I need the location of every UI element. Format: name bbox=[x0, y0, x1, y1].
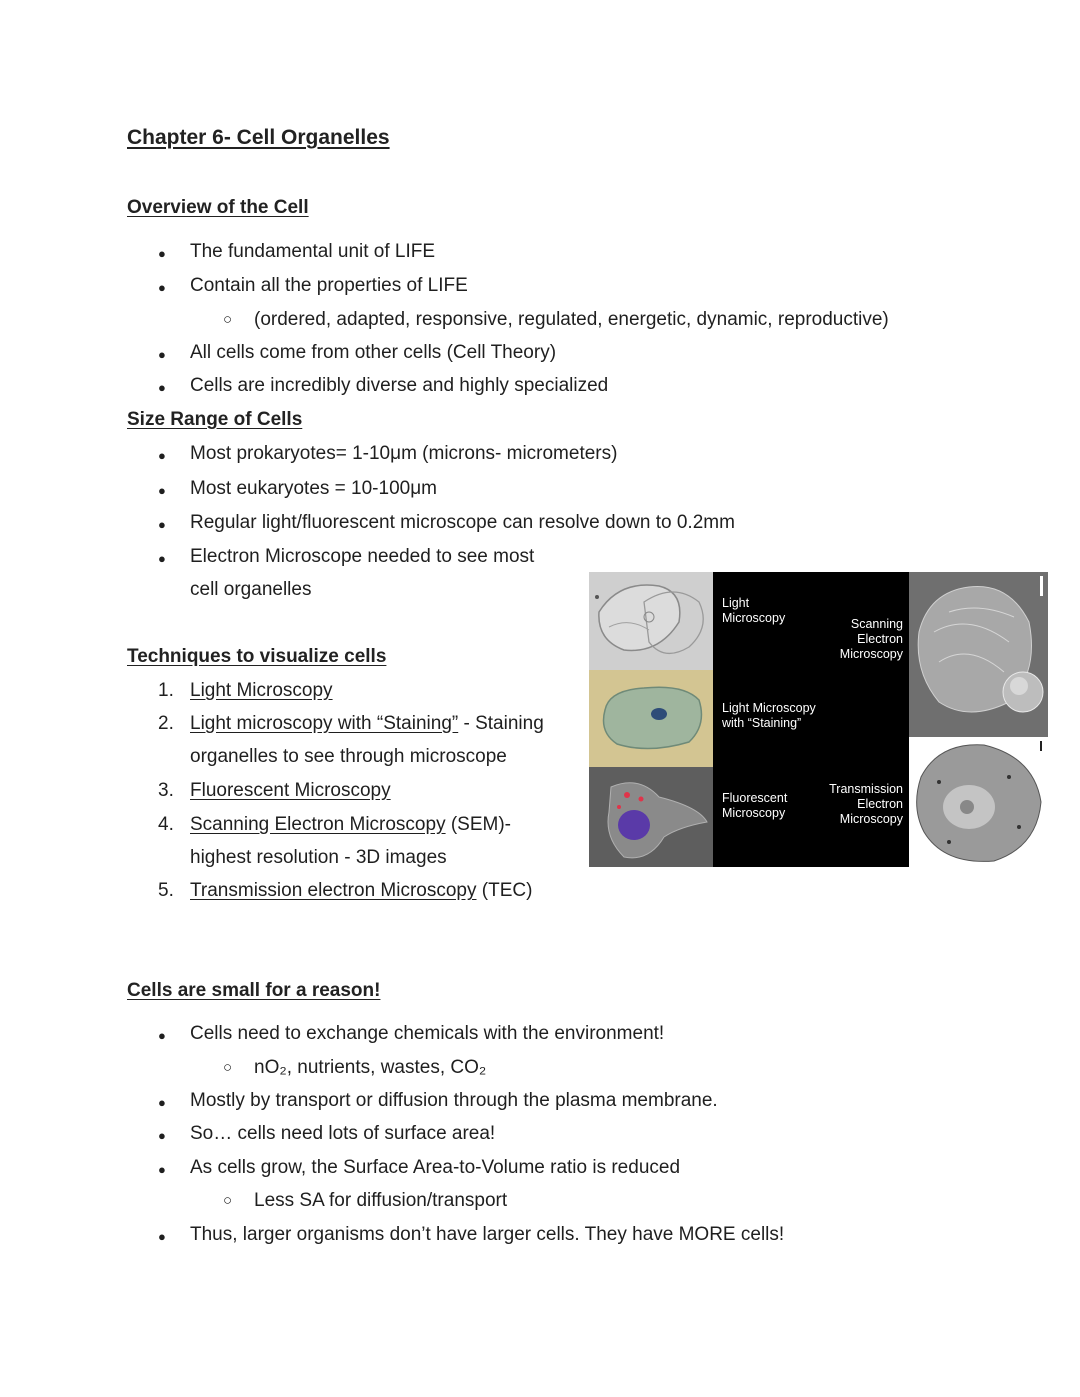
overview-item: Cells are incredibly diverse and highly specialized bbox=[190, 375, 609, 396]
bullet-icon: ● bbox=[158, 483, 166, 498]
figure-label-staining: Light Microscopy with “Staining” bbox=[722, 701, 816, 730]
bullet-icon: ● bbox=[158, 1095, 166, 1110]
stained-cell-illustration bbox=[589, 670, 713, 767]
overview-subitem: (ordered, adapted, responsive, regulated, energetic, dynamic, reproductive) bbox=[254, 309, 889, 330]
sem-cell-image bbox=[909, 572, 1048, 737]
technique-link-tem[interactable]: Transmission electron Microscopy bbox=[190, 880, 477, 901]
technique-link-light[interactable]: Light Microscopy bbox=[190, 680, 333, 701]
bullet-icon: ● bbox=[158, 1229, 166, 1244]
small-item: Thus, larger organisms don’t have larger cells. They have MORE cells! bbox=[190, 1224, 785, 1245]
microscopy-figure bbox=[589, 572, 1048, 867]
overview-heading: Overview of the Cell bbox=[127, 197, 309, 218]
overview-item: Contain all the properties of LIFE bbox=[190, 275, 468, 296]
fluorescent-cell-illustration bbox=[589, 767, 713, 867]
small-item: Cells need to exchange chemicals with the environment! bbox=[190, 1023, 665, 1044]
technique-link-staining[interactable]: Light microscopy with “Staining” bbox=[190, 713, 459, 734]
technique-item-text: (TEC) bbox=[476, 880, 533, 901]
list-number: 4. bbox=[158, 814, 174, 835]
small-subitem: Less SA for diffusion/transport bbox=[254, 1190, 508, 1211]
figure-label-tem: Transmission Electron Microscopy bbox=[829, 782, 903, 826]
technique-item-text: - Staining bbox=[458, 713, 544, 734]
size-item: Most prokaryotes= 1-10μm (microns- micrometers) bbox=[190, 443, 618, 464]
tem-cell-illustration bbox=[909, 737, 1048, 867]
size-item-continued: cell organelles bbox=[190, 579, 312, 600]
stained-cell-image bbox=[589, 670, 713, 767]
technique-item-text: (SEM)- bbox=[445, 814, 512, 835]
light-microscopy-image bbox=[589, 572, 713, 670]
bullet-icon: ● bbox=[158, 246, 166, 261]
small-heading: Cells are small for a reason! bbox=[127, 980, 381, 1001]
list-number: 5. bbox=[158, 880, 174, 901]
technique-link-fluorescent[interactable]: Fluorescent Microscopy bbox=[190, 780, 391, 801]
technique-item-sem bbox=[190, 813, 511, 837]
figure-label-sem: Scanning Electron Microscopy bbox=[839, 617, 903, 661]
bullet-icon: ● bbox=[158, 448, 166, 463]
size-heading: Size Range of Cells bbox=[127, 409, 303, 430]
bullet-icon: ● bbox=[158, 347, 166, 362]
technique-item-continued: organelles to see through microscope bbox=[190, 746, 507, 767]
size-item: Regular light/fluorescent microscope can resolve down to 0.2mm bbox=[190, 512, 735, 533]
size-item: Most eukaryotes = 10-100μm bbox=[190, 478, 437, 499]
size-item: Electron Microscope needed to see most bbox=[190, 546, 535, 567]
sub-bullet-icon: ○ bbox=[223, 311, 233, 328]
list-number: 3. bbox=[158, 780, 174, 801]
fluorescent-cell-image bbox=[589, 767, 713, 867]
sub-bullet-icon: ○ bbox=[223, 1192, 233, 1209]
bullet-icon: ● bbox=[158, 1028, 166, 1043]
sem-cell-illustration bbox=[909, 572, 1048, 737]
figure-label-light: Light Microscopy bbox=[722, 596, 786, 625]
bullet-icon: ● bbox=[158, 551, 166, 566]
unstained-cells-illustration bbox=[589, 572, 713, 670]
list-number: 2. bbox=[158, 713, 174, 734]
bullet-icon: ● bbox=[158, 1162, 166, 1177]
bullet-icon: ● bbox=[158, 1128, 166, 1143]
overview-item: All cells come from other cells (Cell Theory) bbox=[190, 342, 557, 363]
overview-item: The fundamental unit of LIFE bbox=[190, 241, 436, 262]
techniques-heading: Techniques to visualize cells bbox=[127, 646, 387, 667]
list-number: 1. bbox=[158, 680, 174, 701]
technique-item-staining bbox=[190, 712, 544, 736]
small-item: Mostly by transport or diffusion through the plasma membrane. bbox=[190, 1090, 718, 1111]
page-title: Chapter 6- Cell Organelles bbox=[127, 126, 390, 149]
technique-item-continued: highest resolution - 3D images bbox=[190, 847, 447, 868]
technique-link-sem[interactable]: Scanning Electron Microscopy bbox=[190, 814, 446, 835]
bullet-icon: ● bbox=[158, 280, 166, 295]
bullet-icon: ● bbox=[158, 380, 166, 395]
technique-item-tem bbox=[190, 879, 532, 903]
figure-label-fluorescent: Fluorescent Microscopy bbox=[722, 791, 788, 820]
small-subitem: nO₂, nutrients, wastes, CO₂ bbox=[254, 1057, 487, 1078]
tem-cell-image bbox=[909, 737, 1048, 867]
small-item: As cells grow, the Surface Area-to-Volume ratio is reduced bbox=[190, 1157, 681, 1178]
small-item: So… cells need lots of surface area! bbox=[190, 1123, 496, 1144]
sub-bullet-icon: ○ bbox=[223, 1059, 233, 1076]
bullet-icon: ● bbox=[158, 517, 166, 532]
